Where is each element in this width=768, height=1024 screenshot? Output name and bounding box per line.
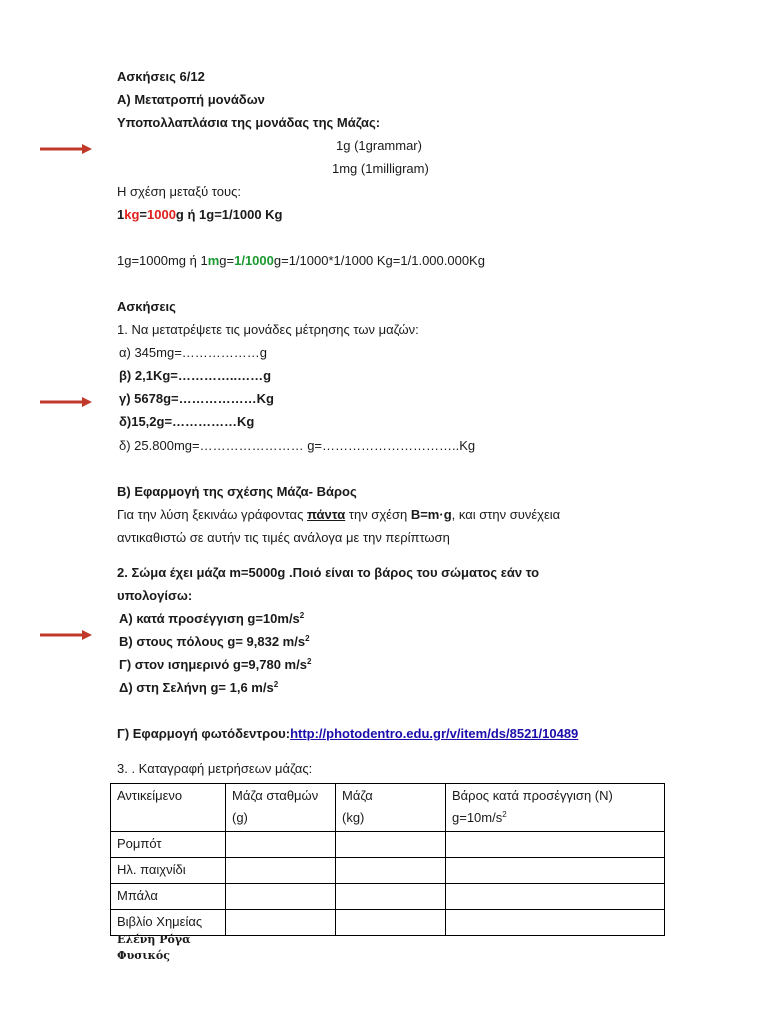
relation-kg-part: g ή 1g=1/1000 Kg — [175, 207, 283, 222]
author-name: Ελένη Ρόγα — [117, 933, 191, 946]
table-header-text: Βάρος κατά προσέγγιση (N) — [452, 788, 613, 803]
page-title: Ασκήσεις 6/12 — [117, 69, 205, 84]
table-header-row — [111, 784, 665, 832]
exercise3-heading: 3. . Καταγραφή μετρήσεων μάζας: — [117, 761, 313, 776]
exercise2-item-text: Α) κατά προσέγγιση g=10m/s — [119, 611, 300, 626]
table-row — [111, 910, 665, 936]
table-header-cell — [446, 784, 665, 832]
exercise2-item — [119, 633, 310, 650]
table-cell: Ηλ. παιχνίδι — [111, 858, 226, 884]
table-row — [111, 858, 665, 884]
section-b-text — [117, 506, 560, 523]
section-b-text-part: την σχέση — [345, 507, 411, 522]
table-header-cell — [336, 784, 446, 832]
table-row — [111, 884, 665, 910]
exercise2-item-sup: 2 — [306, 657, 312, 666]
table-header-text: Μάζα — [342, 788, 373, 803]
section-b-formula: Β=m·g — [410, 507, 452, 522]
relation-label: Η σχέση μεταξύ τους: — [117, 184, 241, 199]
section-c — [117, 725, 578, 742]
exercise1-item: γ) 5678g=………………Kg — [119, 391, 274, 406]
relation-mg-part: 1g=1000mg ή 1 — [117, 253, 208, 268]
table-header-text: (g) — [232, 810, 248, 825]
section-c-label: Γ) Εφαρμογή φωτόδεντρου: — [117, 726, 291, 741]
photodentro-link[interactable]: http://photodentro.edu.gr/v/item/ds/8521/10489 — [290, 726, 579, 741]
relation-mg-part: g= — [219, 253, 235, 268]
table-header-text — [452, 807, 658, 829]
exercise2-item — [119, 656, 311, 673]
table-cell[interactable] — [446, 884, 665, 910]
exercise2-item-text: Δ) στη Σελήνη g= 1,6 m/s — [119, 680, 274, 695]
arrow-right-icon — [40, 629, 92, 641]
relation-mg-part: g=1/1000*1/1000 Kg=1/1.000.000Kg — [273, 253, 485, 268]
exercise2-item-sup: 2 — [299, 611, 305, 620]
relation-kg-part: 1 — [117, 207, 125, 222]
unit-gram: 1g (1grammar) — [336, 138, 422, 153]
exercise2-line2: υπολογίσω: — [117, 588, 193, 603]
measurements-table — [110, 783, 665, 936]
table-cell: Ρομπότ — [111, 832, 226, 858]
relation-kg-unit: kg — [124, 207, 140, 222]
section-b-text-part: , και στην συνέχεια — [451, 507, 561, 522]
exercises-heading: Ασκήσεις — [117, 299, 176, 314]
table-row — [111, 832, 665, 858]
table-cell[interactable] — [226, 858, 336, 884]
relation-mg-value: 1/1000 — [234, 253, 274, 268]
table-header-cell — [226, 784, 336, 832]
table-cell[interactable] — [226, 910, 336, 936]
unit-milligram: 1mg (1milligram) — [332, 161, 429, 176]
exercise2-item-text: Γ) στον ισημερινό g=9,780 m/s — [119, 657, 307, 672]
table-cell[interactable] — [446, 910, 665, 936]
section-b-title: Β) Εφαρμογή της σχέσης Μάζα- Βάρος — [117, 484, 357, 499]
table-cell[interactable] — [336, 910, 446, 936]
table-cell[interactable] — [226, 884, 336, 910]
section-b-text-part: Για την λύση ξεκινάω γράφοντας — [117, 507, 307, 522]
table-header-text: Αντικείμενο — [117, 788, 183, 803]
subdivisions-heading: Υποπολλαπλάσια της μονάδας της Μάζας: — [117, 115, 381, 130]
relation-kg — [117, 206, 283, 223]
section-a-title: Α) Μετατροπή μονάδων — [117, 92, 265, 107]
table-header-sup: 2 — [502, 810, 507, 819]
relation-mg-prefix: m — [207, 253, 220, 268]
relation-mg — [117, 252, 485, 269]
table-cell[interactable] — [446, 858, 665, 884]
exercise2-item-sup: 2 — [273, 680, 279, 689]
table-cell[interactable] — [336, 884, 446, 910]
exercise1-item: α) 345mg=………………g — [119, 345, 268, 360]
exercise1-item: β) 2,1Kg=…………..……g — [119, 368, 272, 383]
table-cell[interactable] — [446, 832, 665, 858]
author-role: Φυσικός — [117, 949, 170, 962]
arrow-right-icon — [40, 143, 92, 155]
exercise2-line1: 2. Σώμα έχει μάζα m=5000g .Ποιό είναι το βάρος του σώματος εάν το — [117, 565, 540, 580]
exercise1-prompt: 1. Να μετατρέψετε τις μονάδες μέτρησης των μαζών: — [117, 322, 419, 337]
table-cell[interactable] — [336, 858, 446, 884]
table-header-cell — [111, 784, 226, 832]
table-header-text: (kg) — [342, 810, 365, 825]
exercise2-item-text: Β) στους πόλους g= 9,832 m/s — [119, 634, 306, 649]
table-header-text: g=10m/s — [452, 810, 503, 825]
table-cell: Βιβλίο Χημείας — [111, 910, 226, 936]
exercise2-item — [119, 610, 304, 627]
section-b-text2: αντικαθιστώ σε αυτήν τις τιμές ανάλογα με την περίπτωση — [117, 530, 450, 545]
table-cell[interactable] — [226, 832, 336, 858]
exercise1-item: δ) 25.800mg=…………………… g=…………………………..Kg — [119, 438, 476, 453]
table-header-text: Μάζα σταθμών — [232, 788, 319, 803]
exercise2-item-sup: 2 — [305, 634, 310, 643]
exercise2-item — [119, 679, 278, 696]
table-cell: Μπάλα — [111, 884, 226, 910]
relation-kg-part: = — [139, 207, 147, 222]
relation-kg-value: 1000 — [147, 207, 176, 222]
exercise1-item: δ)15,2g=……………Kg — [119, 414, 255, 429]
arrow-right-icon — [40, 396, 92, 408]
section-b-emphasis: πάντα — [306, 507, 346, 522]
table-cell[interactable] — [336, 832, 446, 858]
